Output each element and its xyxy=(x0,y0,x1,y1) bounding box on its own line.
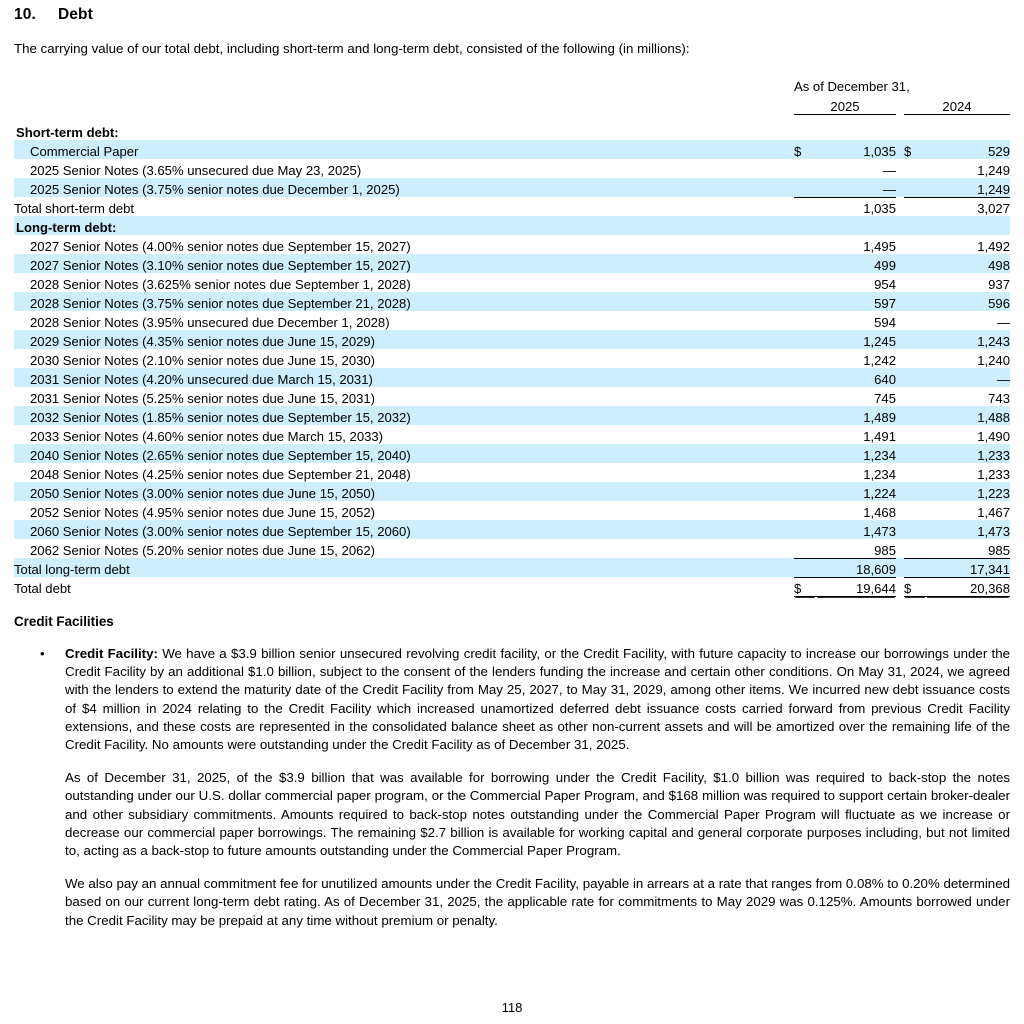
table-header xyxy=(14,74,1010,121)
value-2025 xyxy=(816,216,896,235)
currency-symbol-2024 xyxy=(904,406,926,425)
currency-symbol-2024 xyxy=(904,292,926,311)
currency-symbol-2024 xyxy=(904,539,926,558)
value-2024: 498 xyxy=(926,254,1010,273)
value-2024: 1,490 xyxy=(977,429,1010,444)
row-label: 2052 Senior Notes (4.95% senior notes due June 15, 2052) xyxy=(30,505,376,520)
column-gap xyxy=(896,520,904,539)
bullet-icon: • xyxy=(40,646,45,661)
currency-symbol-2025 xyxy=(794,368,816,387)
row-label: Short-term debt: xyxy=(16,125,119,140)
value-2024: 17,341 xyxy=(926,558,1010,577)
header-gap-2 xyxy=(896,94,904,114)
table-row xyxy=(14,197,1010,216)
value-2025: 954 xyxy=(874,277,896,292)
credit-facility-bullet-block xyxy=(40,645,1010,930)
table-row xyxy=(14,349,1010,368)
column-gap xyxy=(896,349,904,368)
table-row xyxy=(14,311,1010,330)
currency-symbol-2025 xyxy=(794,273,816,292)
currency-symbol-2025 xyxy=(794,387,816,406)
section-number: 10. xyxy=(14,6,36,23)
row-label: 2060 Senior Notes (3.00% senior notes due September 15, 2060) xyxy=(14,520,794,539)
column-gap xyxy=(896,311,904,330)
row-label: 2030 Senior Notes (2.10% senior notes due June 15, 2030) xyxy=(30,353,376,368)
intro-paragraph: The carrying value of our total debt, including short-term and long-term debt, consisted of the following (in millions): xyxy=(14,41,690,56)
value-2024: 985 xyxy=(988,542,1010,558)
currency-symbol-2024 xyxy=(904,444,926,463)
column-gap xyxy=(896,482,904,501)
row-label: 2027 Senior Notes (4.00% senior notes due September 15, 2027) xyxy=(30,239,411,254)
table-row xyxy=(14,463,1010,482)
column-gap xyxy=(896,577,904,596)
currency-symbol-2025 xyxy=(794,235,816,254)
row-label: Total debt xyxy=(14,581,71,596)
table-row xyxy=(14,444,1010,463)
currency-symbol-2024 xyxy=(904,121,926,140)
table-row xyxy=(14,558,1010,577)
column-gap xyxy=(896,140,904,159)
currency-symbol-2024 xyxy=(904,235,926,254)
column-gap xyxy=(896,387,904,406)
row-label: 2040 Senior Notes (2.65% senior notes due September 15, 2040) xyxy=(14,444,794,463)
currency-symbol-2025 xyxy=(794,520,816,539)
value-2025: 1,035 xyxy=(816,140,896,159)
credit-facility-paragraph-2: As of December 31, 2025, of the $3.9 billion that was available for borrowing under the Credit Facility, $1.0 billion was required to back-stop the notes outstanding under our U.S. dollar commercial paper program, or the Commercial Paper Program, and $168 million was required to support certain broker-dealer and other subsidiary commitments. Amounts required to back-stop notes outstanding under the Commercial Paper Program will fluctuate as we increase or decrease our commercial paper borrowings. The remaining $2.7 billion is available for working capital and general corporate purposes including, but not limited to, acting as a back-stop to future amounts outstanding under the Commercial Paper Program. xyxy=(65,770,1010,859)
column-gap xyxy=(896,463,904,482)
column-gap xyxy=(896,406,904,425)
value-2024: — xyxy=(926,368,1010,387)
row-label: 2027 Senior Notes (3.10% senior notes due September 15, 2027) xyxy=(14,254,794,273)
value-2024: 1,233 xyxy=(977,467,1010,482)
value-2025: 1,468 xyxy=(863,505,896,520)
row-label: 2048 Senior Notes (4.25% senior notes due September 21, 2048) xyxy=(30,467,411,482)
value-2025: 1,489 xyxy=(816,406,896,425)
table-row xyxy=(14,577,1010,596)
table-row xyxy=(14,292,1010,311)
page-title xyxy=(14,6,93,24)
credit-facility-paragraph-1-text: We have a $3.9 billion senior unsecured revolving credit facility, or the Credit Facility, with future capacity to increase our borrowings under the Credit Facility by an additional $1.0 billion, subject to the consent of the lenders funding the increase and certain other conditions. On May 31, 2024, we agreed with the lenders to extend the maturity date of the Credit Facility from May 25, 2027, to May 31, 2029, among other items. We incurred new debt issuance costs of $4 million in 2024 relating to the Credit Facility which increased unamortized deferred debt issuance costs carried forward from previous Credit Facility extensions, and these costs are represented in the consolidated balance sheet as other non-current assets and will be amortized over the remaining life of the Credit Facility. No amounts were outstanding under the Credit Facility as of December 31, 2025. xyxy=(65,646,1010,753)
row-label: 2025 Senior Notes (3.65% unsecured due May 23, 2025) xyxy=(30,163,362,178)
row-label: 2050 Senior Notes (3.00% senior notes due June 15, 2050) xyxy=(14,482,794,501)
currency-symbol-2024: $ xyxy=(904,577,926,596)
currency-symbol-2025 xyxy=(794,558,816,577)
value-2025: 1,035 xyxy=(816,197,896,216)
currency-symbol-2025 xyxy=(794,159,816,178)
value-2025: 745 xyxy=(874,391,896,406)
currency-symbol-2025 xyxy=(794,406,816,425)
row-label: 2028 Senior Notes (3.95% unsecured due December 1, 2028) xyxy=(30,315,390,330)
debt-table xyxy=(14,74,1010,597)
row-label: 2025 Senior Notes (3.75% senior notes due December 1, 2025) xyxy=(14,178,794,197)
currency-symbol-2024 xyxy=(904,178,926,197)
row-label: 2032 Senior Notes (1.85% senior notes due September 15, 2032) xyxy=(14,406,794,425)
currency-symbol-2025: $ xyxy=(794,577,816,596)
row-label: Total long-term debt xyxy=(14,558,794,577)
header-blank-2 xyxy=(14,94,794,114)
header-year-row xyxy=(14,94,1010,114)
currency-symbol-2024 xyxy=(904,159,926,178)
value-2024: 1,492 xyxy=(977,239,1010,254)
currency-symbol-2024 xyxy=(904,368,926,387)
value-2024: 743 xyxy=(988,391,1010,406)
currency-symbol-2024 xyxy=(904,482,926,501)
currency-symbol-2025 xyxy=(794,292,816,311)
row-label: 2031 Senior Notes (4.20% unsecured due March 15, 2031) xyxy=(14,368,794,387)
row-label: Total short-term debt xyxy=(14,201,135,216)
column-gap xyxy=(896,178,904,197)
credit-facility-paragraph-1 xyxy=(65,645,1010,754)
value-2024: 1,488 xyxy=(926,406,1010,425)
table-row xyxy=(14,539,1010,558)
currency-symbol-2025 xyxy=(794,482,816,501)
table-row xyxy=(14,482,1010,501)
row-label: 2028 Senior Notes (3.625% senior notes due September 1, 2028) xyxy=(30,277,411,292)
value-2024: 1,249 xyxy=(977,163,1010,178)
currency-symbol-2025 xyxy=(794,254,816,273)
header-period-spacer xyxy=(904,74,1010,94)
column-gap xyxy=(896,330,904,349)
currency-symbol-2024 xyxy=(904,425,926,444)
value-2025: 499 xyxy=(816,254,896,273)
column-header-2025: 2025 xyxy=(794,94,896,114)
table-row xyxy=(14,330,1010,349)
header-pad-cell xyxy=(14,114,1010,121)
row-label: 2062 Senior Notes (5.20% senior notes due June 15, 2062) xyxy=(30,543,376,558)
credit-facility-lead-in: Credit Facility: xyxy=(65,646,158,661)
value-2024: — xyxy=(996,315,1010,330)
value-2025: 985 xyxy=(874,542,896,558)
value-2024: 529 xyxy=(926,140,1010,159)
currency-symbol-2024 xyxy=(904,216,926,235)
currency-symbol-2024 xyxy=(904,254,926,273)
column-gap xyxy=(896,159,904,178)
credit-facilities-heading: Credit Facilities xyxy=(14,614,114,629)
value-2025 xyxy=(816,121,896,140)
currency-symbol-2024 xyxy=(904,558,926,577)
value-2024 xyxy=(926,216,1010,235)
row-label: Long-term debt: xyxy=(14,216,794,235)
currency-symbol-2025 xyxy=(794,501,816,520)
value-2024: 1,223 xyxy=(926,482,1010,501)
table-row xyxy=(14,121,1010,140)
currency-symbol-2024 xyxy=(904,501,926,520)
header-span-row xyxy=(14,74,1010,94)
column-gap xyxy=(896,368,904,387)
value-2025: 1,473 xyxy=(816,520,896,539)
column-gap xyxy=(896,558,904,577)
row-label: 2033 Senior Notes (4.60% senior notes due March 15, 2033) xyxy=(30,429,384,444)
column-gap xyxy=(896,444,904,463)
value-2025: 1,495 xyxy=(863,239,896,254)
value-2025: 597 xyxy=(816,292,896,311)
currency-symbol-2025 xyxy=(794,425,816,444)
column-gap xyxy=(896,501,904,520)
value-2024: 1,240 xyxy=(977,353,1010,368)
column-gap xyxy=(896,273,904,292)
value-2024: 1,473 xyxy=(926,520,1010,539)
value-2024: 1,243 xyxy=(926,330,1010,349)
currency-symbol-2025 xyxy=(794,121,816,140)
table-row xyxy=(14,273,1010,292)
row-label: 2029 Senior Notes (4.35% senior notes due June 15, 2029) xyxy=(14,330,794,349)
value-2025: 1,242 xyxy=(863,353,896,368)
table-row xyxy=(14,520,1010,539)
page-number: 118 xyxy=(501,1000,523,1015)
header-blank xyxy=(14,74,794,94)
header-period-label: As of December 31, xyxy=(794,79,910,94)
value-2025: 1,234 xyxy=(816,444,896,463)
currency-symbol-2025 xyxy=(794,463,816,482)
table-row xyxy=(14,140,1010,159)
row-label: 2028 Senior Notes (3.75% senior notes due September 21, 2028) xyxy=(14,292,794,311)
column-gap xyxy=(896,425,904,444)
bullet-row xyxy=(40,645,1010,930)
currency-symbol-2024 xyxy=(904,463,926,482)
value-2025: 1,224 xyxy=(816,482,896,501)
currency-symbol-2024 xyxy=(904,330,926,349)
currency-symbol-2025 xyxy=(794,216,816,235)
credit-facility-paragraph-3: We also pay an annual commitment fee for unutilized amounts under the Credit Facility, payable in arrears at a rate that ranges from 0.08% to 0.20% determined based on our current long-term debt rating. As of December 31, 2025, the applicable rate for commitments to May 2029 was 0.125%. Amounts borrowed under the Credit Facility may be prepaid at any time without premium or penalty. xyxy=(65,876,1010,928)
column-gap xyxy=(896,254,904,273)
value-2024: 937 xyxy=(988,277,1010,292)
row-label: 2031 Senior Notes (5.25% senior notes due June 15, 2031) xyxy=(30,391,376,406)
value-2024: 3,027 xyxy=(926,197,1010,216)
value-2025: 1,245 xyxy=(816,330,896,349)
currency-symbol-2024 xyxy=(904,387,926,406)
currency-symbol-2025: $ xyxy=(794,140,816,159)
table-row xyxy=(14,235,1010,254)
section-title: Debt xyxy=(58,6,93,23)
value-2024: 1,467 xyxy=(977,505,1010,520)
value-2024: 596 xyxy=(926,292,1010,311)
currency-symbol-2025 xyxy=(794,178,816,197)
currency-symbol-2024 xyxy=(904,273,926,292)
table-row xyxy=(14,254,1010,273)
value-2025: 1,234 xyxy=(863,467,896,482)
column-gap xyxy=(896,539,904,558)
debt-table-body xyxy=(14,121,1010,596)
currency-symbol-2025 xyxy=(794,197,816,216)
value-2024: 1,233 xyxy=(926,444,1010,463)
value-2024: 1,249 xyxy=(926,178,1010,197)
table-row xyxy=(14,159,1010,178)
table-row xyxy=(14,501,1010,520)
header-pad-row xyxy=(14,114,1010,121)
row-label: Commercial Paper xyxy=(14,140,794,159)
currency-symbol-2025 xyxy=(794,349,816,368)
table-row xyxy=(14,368,1010,387)
value-2025: 640 xyxy=(816,368,896,387)
column-header-2024: 2024 xyxy=(904,94,1010,114)
currency-symbol-2024 xyxy=(904,311,926,330)
debt-table-container xyxy=(14,74,1010,597)
value-2025: — xyxy=(816,178,896,197)
column-gap xyxy=(896,216,904,235)
value-2025: 1,491 xyxy=(863,429,896,444)
column-gap xyxy=(896,197,904,216)
bullet-body xyxy=(65,645,1010,930)
currency-symbol-2024 xyxy=(904,197,926,216)
currency-symbol-2025 xyxy=(794,444,816,463)
column-gap xyxy=(896,292,904,311)
currency-symbol-2024: $ xyxy=(904,140,926,159)
currency-symbol-2025 xyxy=(794,311,816,330)
table-row xyxy=(14,178,1010,197)
currency-symbol-2025 xyxy=(794,330,816,349)
column-gap xyxy=(896,235,904,254)
table-row xyxy=(14,387,1010,406)
value-2025: 594 xyxy=(874,315,896,330)
value-2024: 20,368 xyxy=(926,577,1010,596)
value-2024 xyxy=(926,121,1010,140)
column-gap xyxy=(896,121,904,140)
table-row xyxy=(14,216,1010,235)
value-2025: 19,644 xyxy=(816,577,896,596)
currency-symbol-2024 xyxy=(904,520,926,539)
value-2025: — xyxy=(882,163,896,178)
currency-symbol-2024 xyxy=(904,349,926,368)
table-row xyxy=(14,406,1010,425)
value-2025: 18,609 xyxy=(816,558,896,577)
currency-symbol-2025 xyxy=(794,539,816,558)
table-row xyxy=(14,425,1010,444)
